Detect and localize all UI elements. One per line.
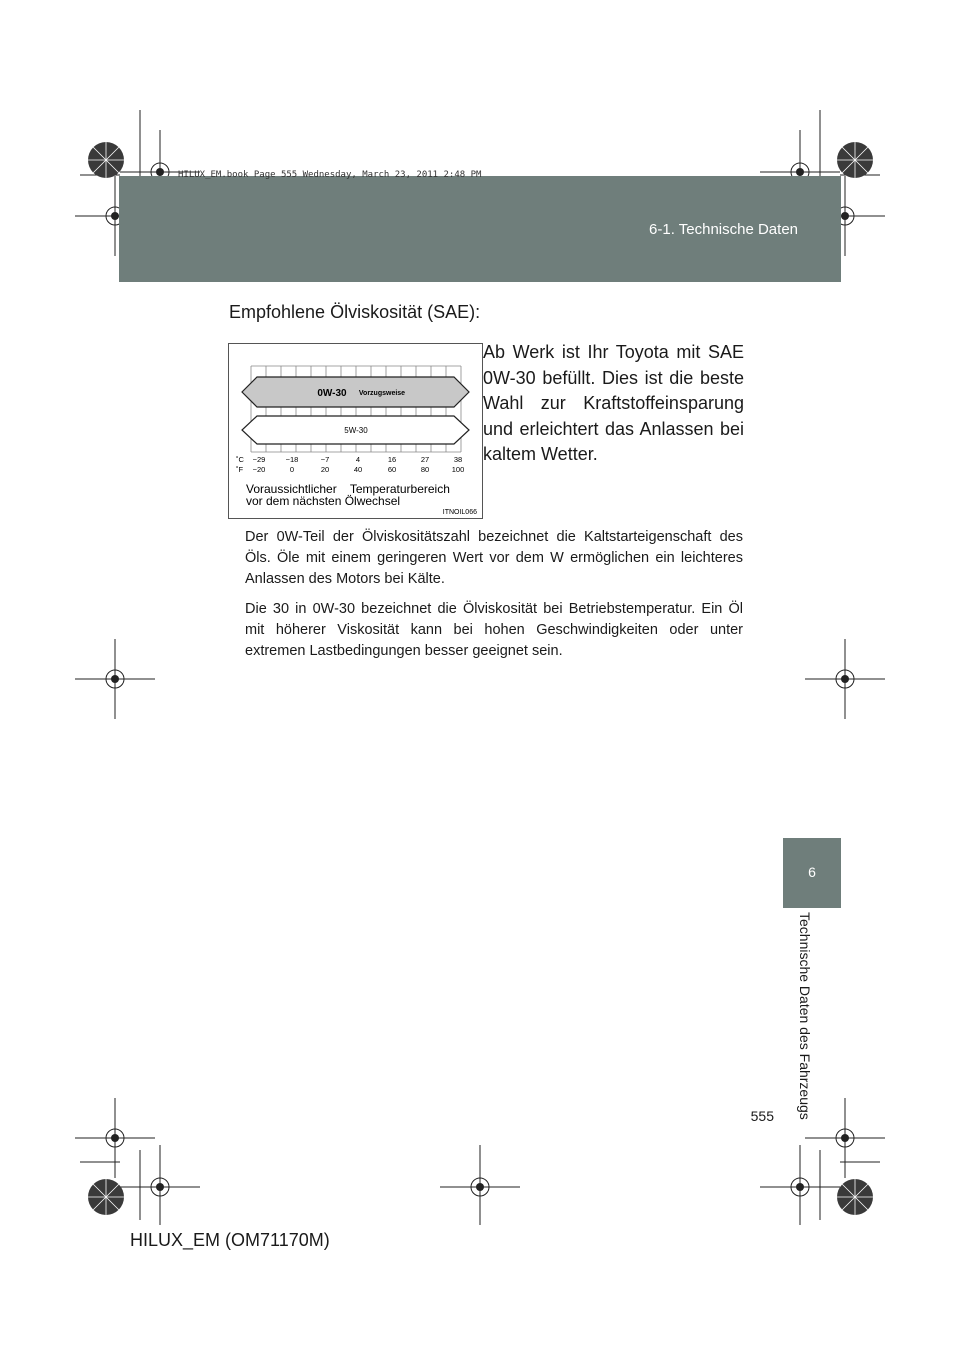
intro-paragraph: Ab Werk ist Ihr Toyota mit SAE 0W-30 befüllt. Dies ist die beste Wahl zur Kraftstoffeinsparung und erleichtert das Anlassen bei kaltem Wetter. (483, 342, 744, 464)
viscosity-diagram (229, 344, 482, 518)
note-paragraph: Der 0W-Teil der Ölviskositätszahl bezeichnet die Kaltstarteigenschaft des Öls. Öle mit einem geringeren Wert vor dem W ermöglichen ein leichteres Anlassen des Motors bei Kälte. (245, 529, 743, 587)
celsius-tick: 27 (420, 455, 430, 464)
fahrenheit-tick: 0 (289, 465, 295, 474)
figure-code: ITNOIL066 (442, 509, 477, 516)
celsius-tick: 38 (453, 455, 463, 464)
fahrenheit-tick: 100 (451, 465, 465, 474)
chapter-label: Technische Daten des Fahrzeugs (797, 912, 813, 1120)
notes-block (245, 527, 743, 671)
fahrenheit-unit: ˚F (236, 465, 244, 474)
note-paragraph: Die 30 in 0W-30 bezeichnet die Ölviskosität bei Betriebstemperatur. Ein Öl mit höherer Viskosität kann bei hohen Geschwindigkeiten oder unter extremen Lastbedingungen besser geeignet sein. (245, 601, 743, 659)
print-info-line: HILUX_EM.book Page 555 Wednesday, March 23, 2011 2:48 PM (178, 170, 482, 180)
celsius-tick: −29 (252, 455, 266, 464)
figure-caption-line2: vor dem nächsten Ölwechsel (246, 494, 401, 508)
page-heading: Empfohlene Ölviskosität (SAE): (229, 302, 481, 322)
chapter-tab (783, 838, 841, 908)
bar-0w30-label: 0W-30 (317, 388, 347, 399)
fahrenheit-tick: 80 (420, 465, 430, 474)
figure-caption-line1: Voraussichtlicher Temperaturbereich (246, 482, 450, 496)
fahrenheit-tick: 20 (320, 465, 330, 474)
celsius-tick: 4 (355, 455, 361, 464)
footer-code: HILUX_EM (OM71170M) (130, 1230, 330, 1250)
bar-0w30-tag: Vorzugsweise (358, 390, 406, 397)
chapter-number: 6 (808, 864, 816, 880)
celsius-tick: −18 (285, 455, 299, 464)
fahrenheit-tick: 60 (387, 465, 397, 474)
viscosity-figure (228, 343, 483, 519)
fahrenheit-tick: 40 (353, 465, 363, 474)
fahrenheit-tick: −20 (252, 465, 266, 474)
page-number: 555 (750, 1108, 774, 1124)
celsius-unit: ˚C (236, 455, 244, 464)
bar-0w30 (242, 377, 469, 407)
bar-5w30-label: 5W-30 (344, 426, 368, 435)
section-title: 6-1. Technische Daten (649, 221, 798, 238)
celsius-tick: −7 (320, 455, 330, 464)
celsius-tick: 16 (387, 455, 397, 464)
